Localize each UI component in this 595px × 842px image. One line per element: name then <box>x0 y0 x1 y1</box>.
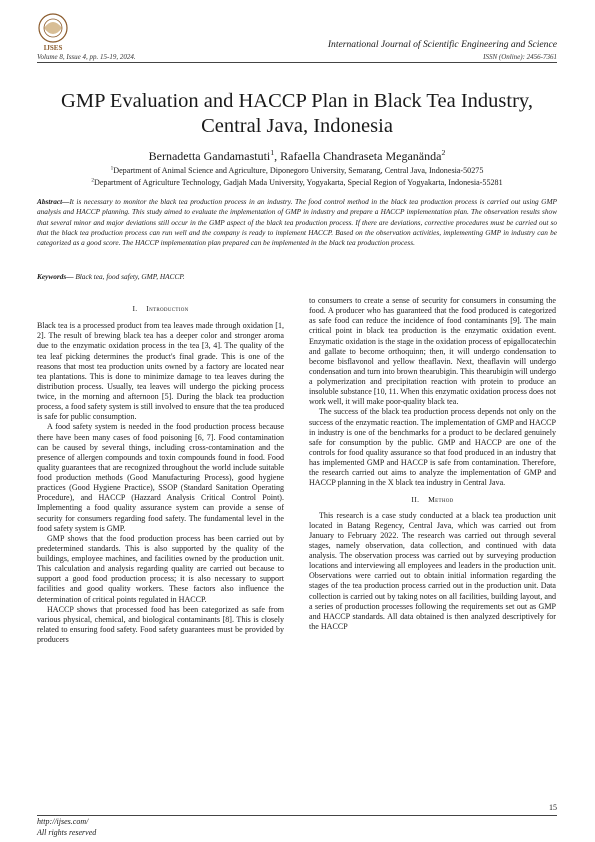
section-number: II. <box>411 495 420 505</box>
abstract <box>37 197 557 249</box>
body-paragraph: Black tea is a processed product from tea leaves made through oxidation [1, 2]. The result of brewing black tea has a deeper color and stronger aroma due to the enzymatic oxidation process in the tea [3, 4]. The quality of the tea leaf picking determines the product's final grade. This is one of the reasons that most tea production units owned by a factory are located near tea plantations. This is done to minimize damage to tea leaves during the distribution process. Usually, tea leaves will undergo the picking process twice, in the morning and afternoon [5]. During the black tea production process, a food safety system is still involved to ensure that the tea produced is safe for public consumption. <box>37 321 284 422</box>
right-column <box>309 296 556 632</box>
issn: ISSN (Online): 2456-7361 <box>483 53 557 61</box>
journal-name: International Journal of Scientific Engineering and Science <box>327 39 557 50</box>
author-sup: 2 <box>441 148 446 157</box>
keywords <box>37 272 185 281</box>
footer-rule <box>37 815 557 816</box>
author-separator: , <box>274 149 281 163</box>
section-number: I. <box>132 304 138 313</box>
author-name: Bernadetta Gandamastuti <box>148 149 271 163</box>
abstract-label: Abstract— <box>37 197 70 206</box>
affiliation-sup: 1 <box>110 165 114 172</box>
author-name: Rafaella Chandraseta Meganända <box>280 149 442 163</box>
affiliation-1 <box>37 166 557 175</box>
journal-logo <box>34 12 72 52</box>
abstract-text: It is necessary to monitor the black tea production process in an industry. The food control method in the black tea production process is carried out using GMP analysis and HACCP planning. This study aimed to evaluate the implementation of GMP in industry and prepare a HACCP implementation plan. The observation results show that several minor and major deviations still occur in the GMP aspect of the black tea production process. If there are deviations, corrective procedures must be carried out so that the black tea production process can run well and the company is ready to implement HACCP. Based on the observation activities, implementing GMP in industry can be categorized as a good score. The HACCP implementation plan prepared can be implemented in the black tea production process. <box>37 197 557 248</box>
affiliation-sup: 2 <box>91 177 94 184</box>
body-paragraph: The success of the black tea production process depends not only on the success of the enzymatic reaction. The implementation of GMP and HACCP in industry is one of the benchmarks for a product to be declared genuinely safe for consumption by the public. GMP and HACCP are one of the controls for food quality assurance so that food produced in an industry that has implemented GMP and HACCP is safe from contamination. Therefore, the research carried out aims to analyze the implementation of GMP and HACCP planning in the X black tea industry in Central Java. <box>309 407 556 488</box>
keywords-label: Keywords— <box>37 272 74 281</box>
footer-url-link[interactable]: http://ijses.com/ <box>37 817 89 826</box>
author-sup: 1 <box>270 148 275 157</box>
body-paragraph: to consumers to create a sense of security for consumers in consuming the food. A producer who has guaranteed that the food produced is categorized as safe food can reduce the incidence of food contaminants [9]. The main critical point in black tea production is the enzymatic oxidation event. Enzymatic oxidation is the stage in the oxidation process of epigallocatechin and gallate to become orthoquinn; then, it will undergo condensation to become bisflavonol and yellow theaflavin. Next, theaflavin will undergo condensation and turn into brown thearubigin. This thearubigin will undergo a polymerization and precipitation reaction with protein to produce an insoluble substance [10, 11. When this enzymatic oxidation process does not work well, it will make poor-quality black tea. <box>309 296 556 407</box>
body-paragraph: This research is a case study conducted at a black tea production unit located in Batang Regency, Central Java, which was carried out from January to February 2022. The research was carried out through several stages, namely observation, data collection, and continued with data analysis. The observation process was carried out by surveying production locations and interviewing all employees and leaders in the production unit. Observations were carried out to obtain initial information regarding the stages of the tea production process carried out in the production unit. Data collection is carried out by taking notes on all facilities, building layout, and a series of production processes following the requirements set out as GMP and HACCP standards. All data obtained is then analyzed descriptively for the HACCP <box>309 510 556 631</box>
volume-info: Volume 8, Issue 4, pp. 15-19, 2024. <box>37 53 136 61</box>
page-number: 15 <box>549 803 557 812</box>
body-paragraph: HACCP shows that processed food has been categorized as safe from various physical, chemical, and biological contaminants [8]. This is closely related to ensuring food safety. Food safety guarantees must be provided by producers <box>37 604 284 644</box>
author-list <box>37 149 557 164</box>
paper-title: GMP Evaluation and HACCP Plan in Black Tea Industry, Central Java, Indonesia <box>61 90 533 137</box>
body-paragraph: A food safety system is needed in the food production process because there have been many cases of food poisoning [6, 7]. Food contamination can be caused by several things, including cross-contamination and the presence of allergen compounds and toxin compounds found in food. Food quality guarantees that are recognized throughout the world include suitable food production methods (Good Manufacturing Process), good hygiene practices (Good Hygiene Practice), SSOP (Standard Sanitation Operating Procedure), and HACCP (Hazzard Analysis Critical Control Point). Implementing a food quality assurance system can provide a sense of security for consumers regarding food safety. The fundamental level in the food safety system is GMP. <box>37 422 284 533</box>
affiliation-text: Department of Animal Science and Agriculture, Diponegoro University, Semarang, Central Java, Indonesia-50275 <box>113 166 484 175</box>
section-title: Method <box>428 495 454 505</box>
section-title: Introduction <box>146 304 189 313</box>
keywords-text: Black tea, food safety, GMP, HACCP. <box>73 272 185 281</box>
affiliation-2 <box>37 178 557 187</box>
section-heading-introduction <box>37 304 284 314</box>
body-paragraph: GMP shows that the food production process has been carried out by predetermined standards. This is also supported by the quality of the buildings, employee machines, and facilities owned by the production unit. This calculation and analysis regarding quality are carried out because to support a good food production process; it is also necessary to support facilities and good quality workers. These factors also influence the determination of critical points regulated in HACCP. <box>37 533 284 604</box>
left-column <box>37 296 284 645</box>
logo-text: IJSES <box>43 44 63 52</box>
footer-rights: All rights reserved <box>37 828 97 837</box>
section-heading-method <box>309 495 556 505</box>
affiliation-text: Department of Agriculture Technology, Gadjah Mada University, Yogyakarta, Special Region of Yogyakarta, Indonesia-55281 <box>93 178 503 187</box>
header-rule <box>37 62 557 63</box>
